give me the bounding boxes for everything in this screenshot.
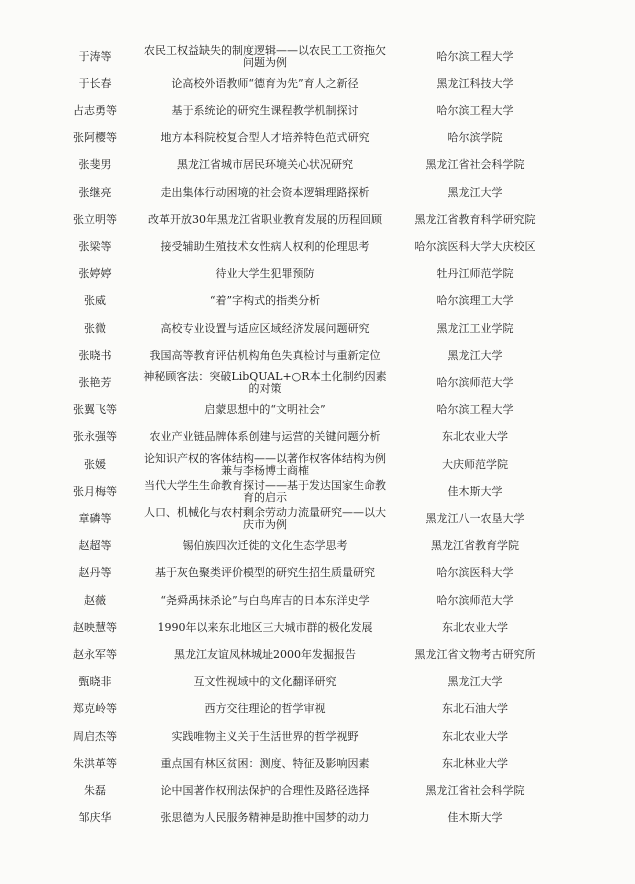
title-cell: 论中国著作权刑法保护的合理性及路径选择: [160, 783, 370, 797]
table-row: [0, 641, 635, 668]
institution-cell: 黑龙江大学: [447, 185, 503, 199]
institution-cell: 哈尔滨师范大学: [436, 593, 514, 607]
author-cell: 赵映慧等: [73, 620, 117, 634]
title-cell: 黑龙江友谊凤林城址2000年发掘报告: [174, 647, 356, 661]
author-cell: 张翼飞等: [73, 403, 117, 417]
title-cell: 地方本科院校复合型人才培养特色范式研究: [160, 131, 370, 145]
title-cell: 接受辅助生殖技术女性病人权利的伦理思考: [160, 239, 370, 253]
author-cell: 郑克岭等: [73, 702, 117, 716]
title-cell: 高校专业设置与适应区域经济发展问题研究: [160, 321, 370, 335]
title-cell: 农民工权益缺失的制度逻辑——以农民工工资拖欠问题为例: [144, 43, 386, 69]
author-cell: 占志勇等: [73, 103, 117, 117]
institution-cell: 佳木斯大学: [447, 484, 503, 498]
title-cell: 论知识产权的客体结构——以著作权客体结构为例兼与李杨博士商榷: [144, 451, 386, 477]
author-cell: 邹庆华: [78, 811, 112, 825]
institution-cell: 黑龙江省文物考古研究所: [414, 647, 536, 661]
table-row: [0, 179, 635, 206]
author-cell: 赵丹等: [78, 566, 112, 580]
table-row: [0, 505, 635, 532]
institution-cell: 牡丹江师范学院: [436, 267, 514, 281]
table-row: [0, 750, 635, 777]
table-row: [0, 533, 635, 560]
institution-cell: 东北石油大学: [442, 702, 508, 716]
institution-cell: 东北农业大学: [442, 620, 508, 634]
title-cell: 基于灰色聚类评价模型的研究生招生质量研究: [155, 566, 375, 580]
institution-cell: 黑龙江省教育学院: [431, 539, 519, 553]
institution-cell: 哈尔滨医科大学: [436, 566, 514, 580]
institution-cell: 黑龙江省社会科学院: [425, 158, 525, 172]
title-cell: 走出集体行动困境的社会资本逻辑理路探析: [160, 185, 370, 199]
table-row: [0, 43, 635, 70]
author-cell: 张斐男: [78, 158, 112, 172]
title-cell: “着”字构式的指类分析: [209, 294, 321, 308]
table-row: [0, 288, 635, 315]
title-cell: 实践唯物主义关于生活世界的哲学视野: [171, 729, 359, 743]
institution-cell: 哈尔滨工程大学: [436, 403, 514, 417]
author-cell: 于涛等: [78, 49, 112, 63]
institution-cell: 哈尔滨工程大学: [436, 103, 514, 117]
author-cell: 张月梅等: [73, 484, 117, 498]
table-row: [0, 70, 635, 97]
institution-cell: 黑龙江大学: [447, 348, 503, 362]
author-cell: 张媛: [84, 457, 106, 471]
institution-cell: 哈尔滨医科大学大庆校区: [414, 239, 536, 253]
institution-cell: 黑龙江省社会科学院: [425, 783, 525, 797]
institution-cell: 黑龙江工业学院: [436, 321, 514, 335]
table-row: [0, 206, 635, 233]
table-row: [0, 777, 635, 804]
institution-cell: 佳木斯大学: [447, 811, 503, 825]
author-cell: 张晓书: [78, 348, 112, 362]
title-cell: 张思德为人民服务精神是助推中国梦的动力: [160, 811, 370, 825]
table-row: [0, 805, 635, 832]
author-cell: 张梁等: [78, 239, 112, 253]
author-cell: 张微: [84, 321, 106, 335]
institution-cell: 东北农业大学: [442, 729, 508, 743]
table-row: [0, 397, 635, 424]
table-row: [0, 152, 635, 179]
title-cell: 农业产业链品牌体系创建与运营的关键问题分析: [149, 430, 381, 444]
author-cell: 甄晓非: [78, 675, 112, 689]
table-row: [0, 723, 635, 750]
institution-cell: 哈尔滨学院: [447, 131, 503, 145]
institution-cell: 哈尔滨工程大学: [436, 49, 514, 63]
institution-cell: 哈尔滨理工大学: [436, 294, 514, 308]
author-cell: 张立明等: [73, 212, 117, 226]
author-cell: 于长春: [78, 76, 112, 90]
institution-cell: 东北农业大学: [442, 430, 508, 444]
author-cell: 张继亮: [78, 185, 112, 199]
institution-cell: 黑龙江科技大学: [436, 76, 514, 90]
title-cell: 锡伯族四次迁徙的文化生态学思考: [182, 539, 348, 553]
author-cell: 赵永军等: [73, 647, 117, 661]
author-cell: 朱洪革等: [73, 756, 117, 770]
table-row: [0, 97, 635, 124]
table-row: [0, 315, 635, 342]
author-cell: 张阿樱等: [73, 131, 117, 145]
table-row: [0, 369, 635, 396]
title-cell: 黑龙江省城市居民环境关心状况研究: [177, 158, 353, 172]
title-cell: 西方交往理论的哲学审视: [204, 702, 326, 716]
table-row: [0, 125, 635, 152]
institution-cell: 大庆师范学院: [442, 457, 508, 471]
table-row: [0, 261, 635, 288]
author-cell: 张婷婷: [78, 267, 112, 281]
institution-cell: 哈尔滨师范大学: [436, 375, 514, 389]
table-row: [0, 614, 635, 641]
author-cell: 周启杰等: [73, 729, 117, 743]
institution-cell: 黑龙江八一农垦大学: [425, 511, 525, 525]
author-cell: 张艳芳: [78, 375, 112, 389]
author-cell: 赵薇: [84, 593, 106, 607]
table-row: [0, 560, 635, 587]
title-cell: 启蒙思想中的“文明社会”: [204, 403, 326, 417]
author-cell: 张威: [84, 294, 106, 308]
title-cell: 神秘顾客法：突破LibQUAL+○R本土化制约因素的对策: [143, 369, 387, 395]
author-cell: 章磷等: [78, 511, 112, 525]
title-cell: 论高校外语教师“德育为先”育人之新径: [171, 76, 359, 90]
table-row: [0, 233, 635, 260]
title-cell: 我国高等教育评估机构角色失真检讨与重新定位: [149, 348, 381, 362]
institution-cell: 东北林业大学: [442, 756, 508, 770]
title-cell: 互文性视域中的文化翻译研究: [193, 675, 337, 689]
table-row: [0, 424, 635, 451]
institution-cell: 黑龙江大学: [447, 675, 503, 689]
title-cell: 重点国有林区贫困：测度、特征及影响因素: [160, 756, 370, 770]
table-row: [0, 587, 635, 614]
author-cell: 张永强等: [73, 430, 117, 444]
title-cell: “尧舜禹抹杀论”与白鸟库吉的日本东洋史学: [160, 593, 370, 607]
title-cell: 人口、机械化与农村剩余劳动力流量研究——以大庆市为例: [144, 505, 386, 531]
title-cell: 基于系统论的研究生课程教学机制探讨: [171, 103, 359, 117]
title-cell: 待业大学生犯罪预防: [215, 267, 315, 281]
table-row: [0, 342, 635, 369]
author-cell: 朱磊: [84, 783, 106, 797]
title-cell: 1990年以来东北地区三大城市群的极化发展: [157, 620, 373, 634]
title-cell: 当代大学生生命教育探讨——基于发达国家生命教育的启示: [144, 478, 386, 504]
table-row: [0, 451, 635, 478]
table-row: [0, 696, 635, 723]
author-cell: 赵超等: [78, 539, 112, 553]
institution-cell: 黑龙江省教育科学研究院: [414, 212, 536, 226]
table-row: [0, 478, 635, 505]
title-cell: 改革开放30年黑龙江省职业教育发展的历程回顾: [148, 212, 382, 226]
table-row: [0, 669, 635, 696]
